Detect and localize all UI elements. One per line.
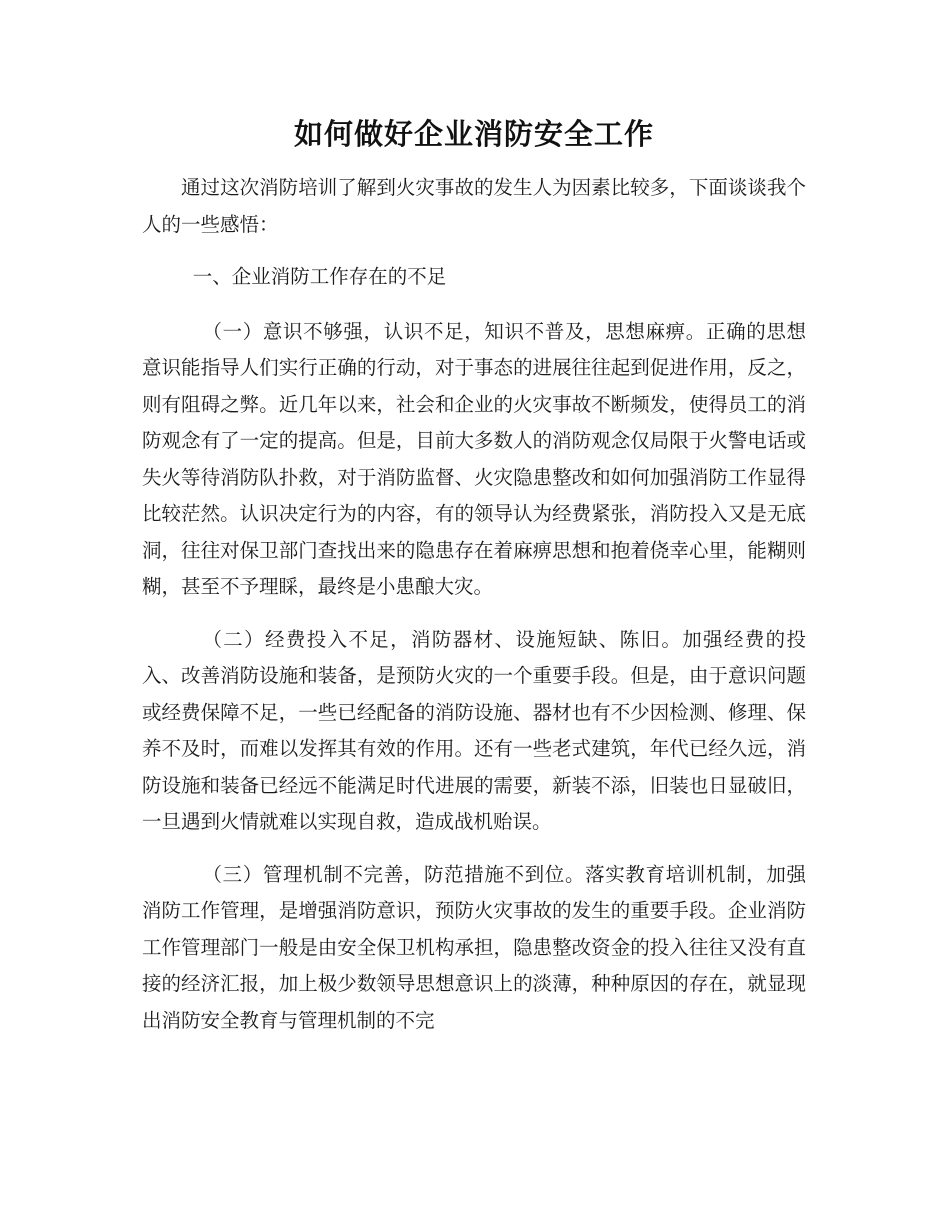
document-page [142,108,806,1055]
document-title: 如何做好企业消防安全工作 [293,117,654,151]
paragraph-point-two-funding: （二）经费投入不足，消防器材、设施短缺、陈旧。加强经费的投入、改善消防设施和装备，是预防火灾的一个重要手段。但是，由于意识问题或经费保障不足，一些已经配备的消防设施、器材也有不少因检测、修理、保养不及时，而难以发挥其有效的作用。还有一些老式建筑，年代已经久远，消防设施和装备已经远不能满足时代进展的需要，新装不添，旧装也日显破旧，一旦遇到火情就难以实现自救，造成战机贻误。 [142,627,806,833]
intro-paragraph: 通过这次消防培训了解到火灾事故的发生人为因素比较多，下面谈谈我个人的一些感悟： [142,176,806,236]
paragraph-point-one-awareness: （一）意识不够强，认识不足，知识不普及，思想麻痹。正确的思想意识能指导人们实行正确的行动，对于事态的进展往往起到促进作用，反之，则有阻碍之弊。近几年以来，社会和企业的火灾事故不断频发，使得员工的消防观念有了一定的提高。但是，目前大多数人的消防观念仅局限于火警电话或失火等待消防队扑救，对于消防监督、火灾隐患整改和如何加强消防工作显得比较茫然。认识决定行为的内容，有的领导认为经费紧张，消防投入又是无底洞，往往对保卫部门查找出来的隐患存在着麻痹思想和抱着侥幸心里，能糊则糊，甚至不予理睬，最终是小患酿大灾。 [142,319,806,598]
section-heading-shortcomings: 一、企业消防工作存在的不足 [192,265,447,288]
paragraph-point-three-management: （三）管理机制不完善，防范措施不到位。落实教育培训机制，加强消防工作管理，是增强消防意识，预防火灾事故的发生的重要手段。企业消防工作管理部门一般是由安全保卫机构承担，隐患整改资金的投入往往又没有直接的经济汇报，加上极少数领导思想意识上的淡薄，种种原因的存在，就显现出消防安全教育与管理机制的不完 [142,862,806,1032]
